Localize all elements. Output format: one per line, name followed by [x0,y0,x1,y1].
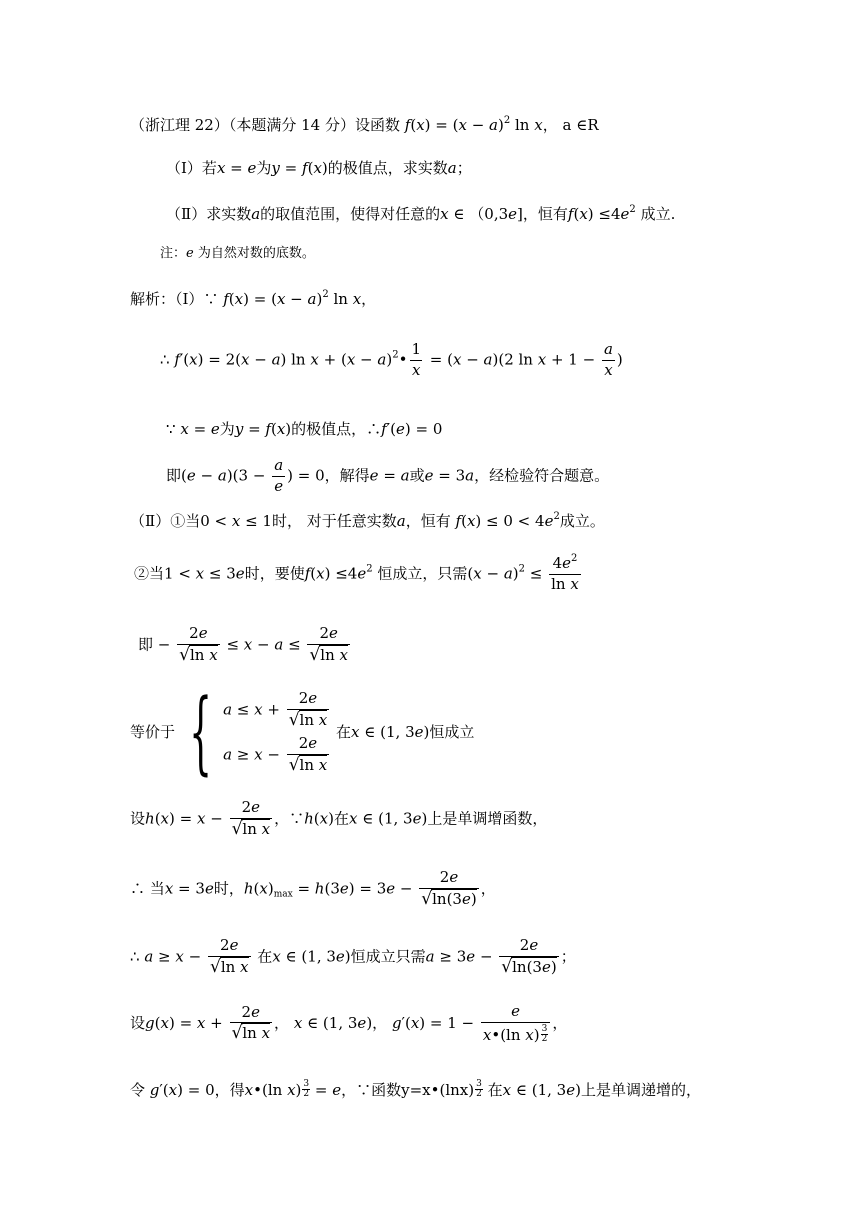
problem-header-text: （浙江理 22）（本题满分 14 分）设函数 [130,116,400,134]
solution-line-12: 设g(x) = x + $\frac{2e}{\text{√ln x}}$ ， x ∈ (1, 3e)， g′(x) = 1 − e x•(ln x) $\frac{3}{2}$ ， [130,1002,568,1044]
solution-line-3: ∵ x = e为y = f(x)的极值点，∴f′(e) = 0 [166,420,443,438]
problem-note: 注：e 为自然对数的底数。 [160,246,315,261]
solution-line-5: （Ⅱ）①当0 < x ≤ 1时， 对于任意实数a，恒有 $f(x) \le 0 < 4e^2$成立。 [130,511,605,530]
problem-header: （浙江理 22）（本题满分 14 分）设函数 $f(x) = (x - a)^2$ ln x， a ∈R [130,115,599,134]
problem-part1: （Ⅰ）若x = e为y = f(x)的极值点，求实数a； [166,159,472,177]
solution-line-7: 即 − $\frac{2e}{\text{√ln x}}$ ≤ x − a ≤ $\frac{2e}{\text{√ln x}}$ [138,624,348,665]
solution-line-4: 即(e − a)(3 − $\frac{a}{e}$ ) = 0，解得e = a或e = 3a，经检验符合题意。 [166,456,610,495]
solution-label: 解析：（Ⅰ） [130,290,204,308]
solution-line-6: ②当1 < x ≤ 3e时，要使$f(x) \le 4e^2$ 恒成立，只需$(x - a)^2$ ≤ $\frac{4e^2}{\text{ln x}}$ [134,553,579,593]
a-in-R: a ∈R [562,116,599,134]
solution-line-2: ∴ f′(x) = 2(x − a) $\ln x + (x - a)^2•$ $\frac{1}{x}$ = (x − a)(2 ln x + 1 − $\frac{a}{x}$ ) [160,340,623,379]
function-def: f [404,116,411,134]
solution-line-11: ∴ a ≥ x − $\frac{2e}{\text{√ln x}}$ 在x ∈ (1, 3e)恒成立只需a ≥ 3e − $\frac{2e}{√\ln(3e)}$ ； [130,936,576,977]
solution-line-9: 设h(x) = x − $\frac{2e}{\text{√ln x}}$ ，∵h(x)在x ∈ (1, 3e)上是单调增函数， [130,798,548,839]
solution-line-8: 等价于 { a ≤ x + $\frac{2e}{\text{√ln x}}$ a ≥ x − $\frac{2e}{\text{√ln x}}$ 在x ∈ (1, 3e)恒成立 [130,680,475,785]
solution-line-10: ∴ 当x = 3e时，$h(x)_{max} = h(3e) = 3e$ − $\frac{2e}{√\ln(3e)}$ ， [130,868,496,909]
solution-line-1: 解析：（Ⅰ）∵ $f(x) = (x - a)^2$ ln x， [130,289,377,308]
problem-part2: （Ⅱ）求实数a的取值范围，使得对任意的x ∈ （0,3e]，恒有$f(x) \le 4e^2$ 成立. [166,204,676,223]
solution-line-13: 令 g′(x) = 0，得x•(ln x) $\frac{3}{2}$ = e，∵函数y=x•(lnx) $\frac{3}{2}$ 在x ∈ (1, 3e)上是单调递增的， [130,1079,701,1099]
